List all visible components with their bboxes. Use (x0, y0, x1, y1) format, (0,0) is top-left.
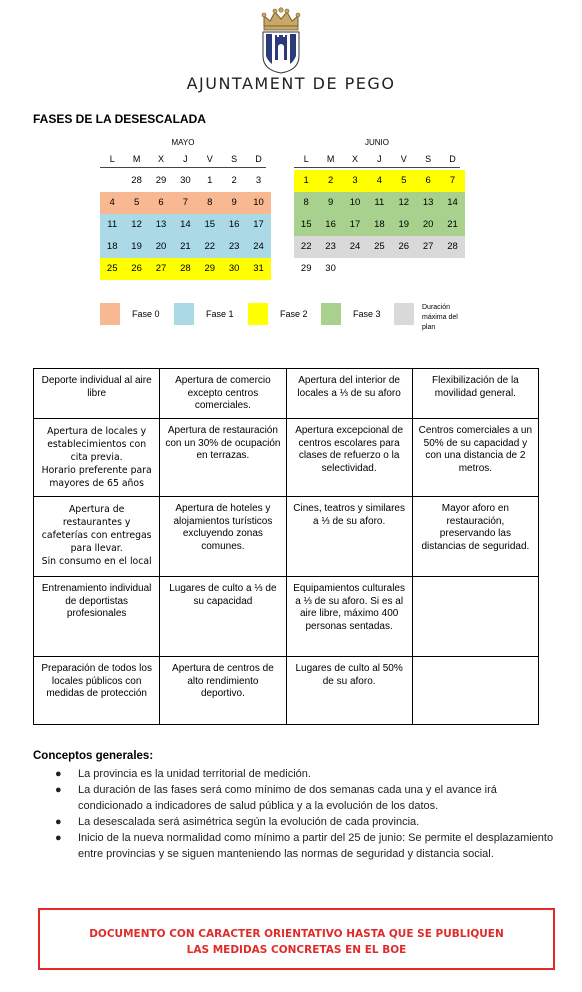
cell-text: Apertura de restauración con un 30% de ocupación en terrazas. (165, 425, 281, 461)
legend-label: Fase 2 (280, 309, 308, 319)
calendar-june (294, 136, 460, 280)
list-item (33, 814, 563, 830)
calendar-day: 18 (367, 214, 391, 236)
calendar-day: 17 (246, 214, 270, 236)
calendar-day: 16 (222, 214, 246, 236)
concepts-list (33, 766, 563, 862)
calendar-day: 21 (173, 236, 197, 258)
phase-legend (100, 303, 470, 339)
calendar-day: 24 (246, 236, 270, 258)
weekday-label: S (425, 154, 432, 164)
calendar-day: 25 (367, 236, 391, 258)
calendar-day: 28 (173, 258, 197, 280)
calendar-day: 13 (149, 214, 173, 236)
calendar-month-title: MAYO (171, 138, 195, 147)
weekday-label: J (183, 154, 188, 164)
calendar-day: 13 (416, 192, 440, 214)
cell-text: Cines, teatros y similares a ⅓ de su aforo. (293, 503, 405, 527)
weekday-label: M (132, 154, 141, 164)
calendar-day: 19 (124, 236, 148, 258)
legend-label: Duración máxima del plan (422, 304, 458, 331)
table-row (34, 369, 539, 419)
weekday-label: X (351, 154, 358, 164)
calendar-day (367, 258, 391, 280)
table-cell (286, 369, 412, 419)
calendar-weekday-header (100, 150, 266, 168)
concept-text: Inicio de la nueva normalidad como mínimo a partir del 25 de junio: Se permite el desplazamiento entre provincias y se siguen manteniendo las normas de seguridad y distancia social. (78, 832, 554, 860)
cell-text: Flexibilización de la movilidad general. (432, 375, 519, 399)
bullet-icon: ● (55, 832, 62, 844)
calendar-day (343, 258, 367, 280)
notice-line: LAS MEDIDAS CONCRETAS EN EL BOE (186, 944, 407, 956)
calendar-day: 11 (100, 214, 124, 236)
weekday-label: L (109, 154, 115, 164)
concepts-title: Conceptos generales: (33, 750, 154, 762)
legend-label: Fase 1 (206, 309, 234, 319)
table-row (34, 577, 539, 657)
cell-text: Apertura excepcional de centros escolares para clases de refuerzo o la selectividad. (295, 425, 404, 474)
table-cell (34, 419, 160, 497)
page-title: FASES DE LA DESESCALADA (33, 112, 206, 126)
cell-text: Mayor aforo en restauración, preservando las distancias de seguridad. (421, 503, 530, 552)
concept-text: La desescalada será asimétrica según la evolución de cada provincia. (78, 816, 420, 828)
calendar-day (100, 170, 124, 192)
weekday-label: M (326, 154, 335, 164)
table-cell (286, 419, 412, 497)
cell-text: Lugares de culto al 50% de su aforo. (295, 663, 403, 687)
calendar-day: 16 (318, 214, 342, 236)
calendar-weekday-header (294, 150, 460, 168)
table-cell (34, 577, 160, 657)
calendar-grid (294, 170, 460, 280)
legend-swatch (248, 303, 268, 325)
calendar-day: 28 (131, 175, 142, 186)
weekday-label: V (206, 154, 213, 164)
legend-label: Fase 0 (132, 309, 160, 319)
calendar-grid (100, 170, 266, 280)
calendar-day: 2 (318, 170, 342, 192)
cell-text: Lugares de culto a ⅓ de su capacidad (169, 583, 277, 607)
calendar-day: 9 (318, 192, 342, 214)
calendar-day: 1 (207, 175, 213, 186)
calendar-day: 19 (392, 214, 416, 236)
calendar-day: 12 (124, 214, 148, 236)
legend-label: Fase 3 (353, 309, 381, 319)
cell-text: Horario preferente para mayores de 65 años (41, 465, 152, 489)
general-concepts (33, 750, 563, 862)
weekday-label: L (303, 154, 309, 164)
weekday-label: S (231, 154, 238, 164)
calendar-day: 1 (294, 170, 318, 192)
concept-text: La duración de las fases será como mínimo de dos semanas cada una y el avance irá condicionado a indicadores de salud pública y a la evolución de los datos. (78, 784, 497, 812)
table-cell (160, 577, 286, 657)
cell-text: Apertura de locales y establecimientos con cita previa. (47, 426, 147, 463)
calendar-day (416, 258, 440, 280)
table-cell (34, 369, 160, 419)
cell-text: Apertura de comercio excepto centros comerciales. (175, 375, 271, 411)
calendar-day: 11 (367, 192, 391, 214)
calendar-day: 30 (222, 258, 246, 280)
table-cell (160, 657, 286, 725)
calendar-day: 26 (124, 258, 148, 280)
weekday-label: V (400, 154, 407, 164)
weekday-label: X (157, 154, 164, 164)
table-row (34, 497, 539, 577)
cell-text: Equipamientos culturales a ⅓ de su aforo. Si es al aire libre, máximo 400 personas sentadas. (293, 583, 405, 632)
calendar-day: 29 (198, 258, 222, 280)
calendar-day: 9 (222, 192, 246, 214)
calendar-day: 29 (300, 263, 312, 274)
calendar-day: 10 (343, 192, 367, 214)
cell-text: Apertura de centros de alto rendimiento deportivo. (172, 663, 274, 699)
table-cell (286, 497, 412, 577)
calendar-day: 6 (149, 192, 173, 214)
calendar-day: 3 (255, 175, 262, 186)
org-name: AJUNTAMENT DE PEGO (186, 74, 396, 93)
calendar-day (392, 258, 416, 280)
calendar-month-title: JUNIO (365, 138, 389, 147)
municipal-crest-icon (258, 6, 304, 74)
weekday-label: D (255, 154, 262, 164)
bullet-icon: ● (55, 784, 62, 796)
calendar-day: 24 (343, 236, 367, 258)
table-row (34, 657, 539, 725)
calendar-day: 15 (294, 214, 318, 236)
calendar-day: 27 (416, 236, 440, 258)
disclaimer-notice (38, 908, 555, 970)
calendar-day: 20 (416, 214, 440, 236)
calendar-day: 5 (392, 170, 416, 192)
calendar-day: 14 (173, 214, 197, 236)
table-cell (160, 419, 286, 497)
cell-text: Preparación de todos los locales públicos con medidas de protección (41, 663, 152, 699)
cell-text: Apertura del interior de locales a ⅓ de su aforo (297, 375, 401, 399)
cell-text: Centros comerciales a un 50% de su capacidad y con una distancia de 2 metros. (418, 425, 533, 474)
calendar-day: 22 (198, 236, 222, 258)
calendar-day: 21 (440, 214, 464, 236)
calendar-day: 5 (124, 192, 148, 214)
calendar-day (440, 258, 464, 280)
list-item (33, 766, 563, 782)
calendar-day: 26 (392, 236, 416, 258)
table-cell (412, 369, 538, 419)
calendar-day: 3 (343, 170, 367, 192)
calendar-day: 17 (343, 214, 367, 236)
calendar-day: 22 (294, 236, 318, 258)
calendar-day: 4 (367, 170, 391, 192)
table-cell (286, 577, 412, 657)
calendar-day: 10 (246, 192, 270, 214)
table-cell (34, 657, 160, 725)
calendar-day: 31 (246, 258, 270, 280)
header (0, 0, 582, 100)
bullet-icon: ● (55, 816, 62, 828)
calendar-day: 23 (318, 236, 342, 258)
calendar-day: 4 (100, 192, 124, 214)
calendar-day: 7 (173, 192, 197, 214)
calendar-day: 8 (198, 192, 222, 214)
cell-text: Deporte individual al aire libre (41, 375, 152, 399)
calendar-day: 23 (222, 236, 246, 258)
calendar-day: 18 (100, 236, 124, 258)
table-cell (412, 657, 538, 725)
calendar-day: 6 (416, 170, 440, 192)
calendar-day: 15 (198, 214, 222, 236)
calendar-day: 8 (294, 192, 318, 214)
legend-swatch (321, 303, 341, 325)
calendar-day: 29 (155, 175, 167, 186)
legend-swatch (100, 303, 120, 325)
legend-swatch (394, 303, 414, 325)
table-cell (412, 497, 538, 577)
calendar-day: 30 (325, 263, 336, 274)
weekday-label: D (449, 154, 456, 164)
calendar-day: 25 (100, 258, 124, 280)
list-item (33, 830, 563, 862)
calendar-day: 12 (392, 192, 416, 214)
table-cell (412, 419, 538, 497)
table-cell (412, 577, 538, 657)
cell-text: Entrenamiento individual de deportistas profesionales (41, 583, 152, 619)
legend-swatch (174, 303, 194, 325)
cell-text: Sin consumo en el local (41, 556, 152, 567)
list-item (33, 782, 563, 814)
phases-table (33, 368, 539, 725)
calendar-day: 7 (440, 170, 464, 192)
calendar-day: 14 (440, 192, 464, 214)
notice-line: DOCUMENTO CON CARACTER ORIENTATIVO HASTA QUE SE PUBLIQUEN (89, 928, 504, 940)
weekday-label: J (377, 154, 382, 164)
table-cell (286, 657, 412, 725)
calendar-may (100, 136, 266, 280)
bullet-icon: ● (55, 768, 62, 780)
calendar-day: 30 (180, 175, 191, 186)
cell-text: Apertura de restaurantes y cafeterías con entregas para llevar. (41, 504, 152, 554)
concept-text: La provincia es la unidad territorial de medición. (78, 768, 311, 780)
table-cell (160, 497, 286, 577)
calendar-day: 2 (231, 175, 237, 186)
table-cell (160, 369, 286, 419)
calendar-day: 28 (440, 236, 464, 258)
calendar-day: 27 (149, 258, 173, 280)
calendar-day: 20 (149, 236, 173, 258)
table-cell (34, 497, 160, 577)
table-row (34, 419, 539, 497)
cell-text: Apertura de hoteles y alojamientos turísticos excluyendo zonas comunes. (173, 503, 273, 552)
